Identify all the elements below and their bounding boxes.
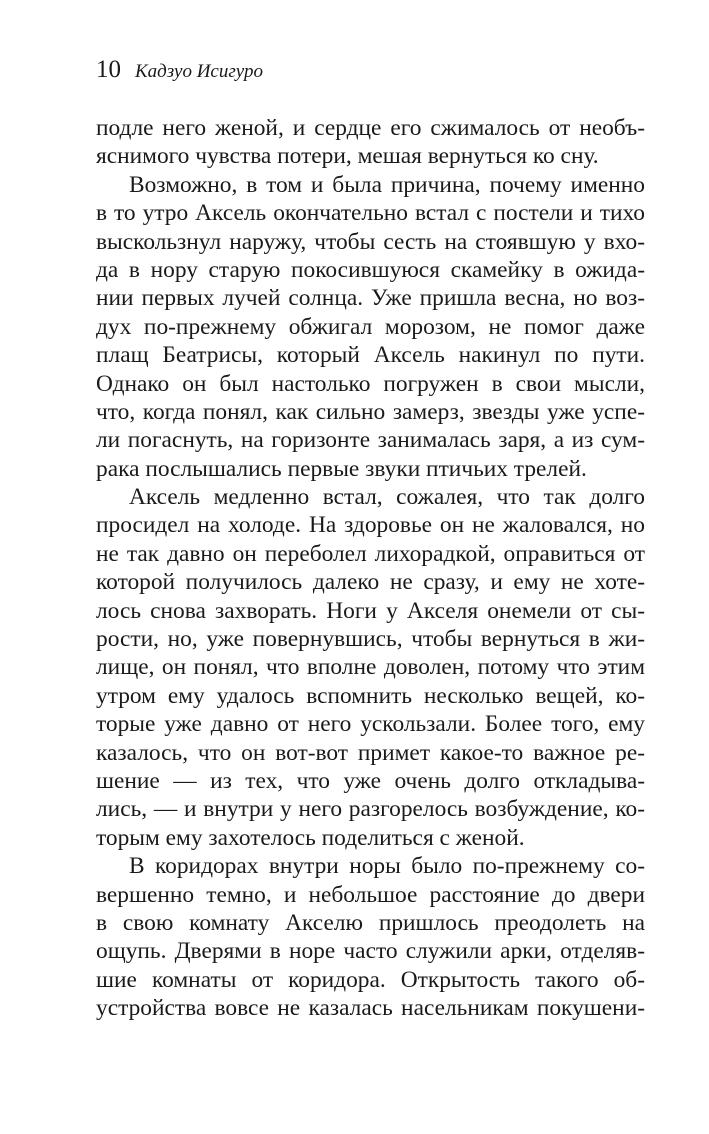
text-line: да в нору старую покосившуюся скамейку в ожида- bbox=[96, 256, 645, 283]
text-line: выскользнул наружу, чтобы сесть на стоявшую у вхо- bbox=[96, 228, 645, 255]
paragraph bbox=[96, 483, 645, 852]
text-line: утром ему удалось вспомнить несколько вещей, ко- bbox=[96, 682, 645, 709]
text-line: лось снова захворать. Ноги у Акселя онемели от сы- bbox=[96, 597, 645, 624]
text-line: лись, — и внутри у него разгорелось возбуждение, ко- bbox=[96, 796, 645, 823]
text-line: которой получилось далеко не сразу, и ему не хоте- bbox=[96, 569, 645, 596]
body-text bbox=[96, 114, 645, 1023]
text-line: торым ему захотелось поделиться с женой. bbox=[96, 824, 525, 851]
text-line: шие комнаты от коридора. Открытость такого об- bbox=[96, 966, 645, 993]
text-line: яснимого чувства потери, мешая вернуться ко сну. bbox=[96, 143, 599, 170]
text-line: рости, но, уже повернувшись, чтобы вернуться в жи- bbox=[96, 626, 645, 653]
text-line: устройства вовсе не казалась насельникам покушени- bbox=[96, 995, 645, 1022]
text-line: в свою комнату Акселю пришлось преодолеть на bbox=[96, 909, 645, 936]
author-name: Кадзуо Исигуро bbox=[135, 61, 263, 82]
text-line: Возможно, в том и была причина, почему именно bbox=[129, 171, 645, 198]
text-line: подле него женой, и сердце его сжималось от необъ- bbox=[96, 115, 645, 141]
paragraph bbox=[96, 852, 645, 1022]
text-line: нии первых лучей солнца. Уже пришла весна, но воз- bbox=[96, 285, 645, 312]
text-line: В коридорах внутри норы было по-прежнему со- bbox=[129, 853, 645, 880]
paragraph bbox=[96, 171, 645, 483]
text-line: вершенно темно, и небольшое расстояние до двери bbox=[96, 881, 645, 908]
text-line: что, когда понял, как сильно замерз, звезды уже успе- bbox=[96, 398, 645, 425]
text-line: в то утро Аксель окончательно встал с постели и тихо bbox=[96, 200, 645, 227]
text-line: плащ Беатрисы, который Аксель накинул по пути. bbox=[96, 342, 645, 369]
running-head bbox=[96, 56, 263, 84]
page-number: 10 bbox=[96, 56, 121, 83]
text-line: просидел на холоде. На здоровье он не жаловался, но bbox=[96, 512, 645, 539]
text-line: шение — из тех, что уже очень долго откладыва- bbox=[96, 767, 645, 794]
text-line: Однако он был настолько погружен в свои мысли, bbox=[96, 370, 645, 397]
paragraph bbox=[96, 114, 645, 171]
text-line: дух по-прежнему обжигал морозом, не помог даже bbox=[96, 313, 645, 340]
text-line: ощупь. Дверями в норе часто служили арки, отделяв- bbox=[96, 938, 645, 965]
text-line: Аксель медленно встал, сожалея, что так долго bbox=[129, 484, 645, 511]
text-line: не так давно он переболел лихорадкой, оправиться от bbox=[96, 540, 645, 567]
text-line: торые уже давно от него ускользали. Более того, ему bbox=[96, 711, 645, 738]
text-line: лище, он понял, что вполне доволен, потому что этим bbox=[96, 654, 645, 681]
text-line: казалось, что он вот-вот примет какое-то важное ре- bbox=[96, 739, 645, 766]
text-line: рака послышались первые звуки птичьих трелей. bbox=[96, 455, 587, 482]
text-line: ли погаснуть, на горизонте занималась заря, а из сум- bbox=[96, 427, 645, 454]
